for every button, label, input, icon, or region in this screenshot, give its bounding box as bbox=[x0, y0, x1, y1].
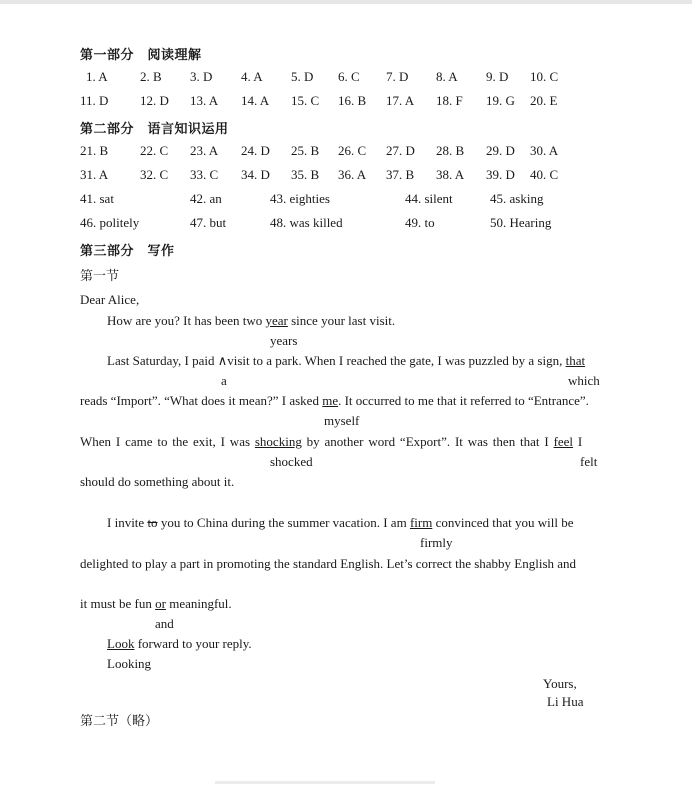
part1-title: 第一部分 阅读理解 bbox=[80, 47, 202, 62]
answer-cell: 18. F bbox=[436, 93, 463, 108]
fill-answer-cell: 43. eighties bbox=[270, 191, 330, 206]
answer-cell: 27. D bbox=[386, 143, 415, 158]
answer-cell: 10. C bbox=[530, 69, 559, 84]
answer-cell: 14. A bbox=[241, 93, 270, 108]
answer-cell: 1. A bbox=[86, 69, 108, 84]
answer-cell: 12. D bbox=[140, 93, 169, 108]
answer-row bbox=[0, 69, 692, 87]
answer-cell: 23. A bbox=[190, 143, 219, 158]
error-word: year bbox=[265, 313, 288, 328]
answer-cell: 8. A bbox=[436, 69, 458, 84]
fill-row bbox=[0, 191, 692, 209]
answer-cell: 3. D bbox=[190, 69, 213, 84]
answer-cell: 40. C bbox=[530, 167, 559, 182]
answer-cell: 13. A bbox=[190, 93, 219, 108]
letter-line: I invite to you to China during the summer vacation. I am firm convinced that you will be bbox=[107, 515, 574, 530]
answer-cell: 24. D bbox=[241, 143, 270, 158]
error-word: shocking bbox=[254, 434, 302, 449]
fill-answer-cell: 47. but bbox=[190, 215, 227, 230]
answer-cell: 26. C bbox=[338, 143, 367, 158]
letter-line: How are you? It has been two year since your last visit. bbox=[107, 313, 396, 328]
answer-cell: 32. C bbox=[140, 167, 169, 182]
correction: firmly bbox=[420, 535, 453, 550]
answer-cell: 28. B bbox=[436, 143, 465, 158]
answer-cell: 25. B bbox=[291, 143, 320, 158]
fill-answer-cell: 48. was killed bbox=[270, 215, 343, 230]
answer-cell: 29. D bbox=[486, 143, 515, 158]
answer-cell: 19. G bbox=[486, 93, 515, 108]
letter-line: When I came to the exit, I was shocking by another word “Export”. It was then that I feel I bbox=[80, 434, 583, 449]
letter-line: Look forward to your reply. bbox=[107, 636, 252, 651]
answer-cell: 38. A bbox=[436, 167, 465, 182]
fill-answer-cell: 44. silent bbox=[405, 191, 453, 206]
section2-title: 第二节（略） bbox=[80, 713, 159, 728]
letter-line: should do something about it. bbox=[80, 474, 235, 489]
answer-cell: 2. B bbox=[140, 69, 162, 84]
part2-title: 第二部分 语言知识运用 bbox=[80, 121, 229, 136]
letter-line: Last Saturday, I paid ∧visit to a park. When I reached the gate, I was puzzled by a sign, that bbox=[107, 353, 586, 368]
answer-cell: 7. D bbox=[386, 69, 409, 84]
letter-signature: Li Hua bbox=[547, 694, 584, 709]
top-rule bbox=[0, 0, 692, 4]
letter-line: delighted to play a part in promoting the standard English. Let’s correct the shabby English and bbox=[80, 556, 577, 571]
part3-title: 第三部分 写作 bbox=[80, 243, 175, 258]
correction: shocked bbox=[270, 454, 313, 469]
correction: which bbox=[568, 373, 600, 388]
bottom-rule bbox=[215, 781, 435, 784]
answer-cell: 22. C bbox=[140, 143, 169, 158]
answer-cell: 15. C bbox=[291, 93, 320, 108]
answer-cell: 16. B bbox=[338, 93, 367, 108]
answer-cell: 21. B bbox=[80, 143, 109, 158]
correction: Looking bbox=[107, 656, 152, 671]
answer-cell: 37. B bbox=[386, 167, 415, 182]
section1-title: 第一节 bbox=[80, 268, 120, 283]
fill-answer-cell: 50. Hearing bbox=[490, 215, 552, 230]
insert-caret-icon: ∧ bbox=[217, 353, 228, 368]
answer-cell: 6. C bbox=[338, 69, 360, 84]
answer-cell: 39. D bbox=[486, 167, 515, 182]
answer-row bbox=[0, 167, 692, 185]
error-word: me bbox=[322, 393, 339, 408]
error-word: or bbox=[155, 596, 166, 611]
error-word: Look bbox=[107, 636, 135, 651]
fill-row bbox=[0, 215, 692, 233]
fill-answer-cell: 49. to bbox=[405, 215, 435, 230]
error-word: firm bbox=[409, 515, 433, 530]
answer-cell: 11. D bbox=[80, 93, 109, 108]
letter-closing: Yours, bbox=[543, 676, 577, 691]
fill-answer-cell: 46. politely bbox=[80, 215, 140, 230]
answer-cell: 17. A bbox=[386, 93, 415, 108]
fill-answer-cell: 42. an bbox=[190, 191, 222, 206]
answer-row bbox=[0, 143, 692, 161]
deleted-word: to bbox=[147, 515, 158, 530]
correction: a bbox=[221, 373, 227, 388]
answer-cell: 5. D bbox=[291, 69, 314, 84]
answer-cell: 31. A bbox=[80, 167, 109, 182]
answer-cell: 34. D bbox=[241, 167, 270, 182]
answer-cell: 20. E bbox=[530, 93, 558, 108]
answer-cell: 33. C bbox=[190, 167, 219, 182]
letter-line: it must be fun or meaningful. bbox=[80, 596, 232, 611]
answer-cell: 35. B bbox=[291, 167, 320, 182]
answer-cell: 4. A bbox=[241, 69, 263, 84]
letter-line: reads “Import”. “What does it mean?” I asked me. It occurred to me that it referred to “Entrance”. bbox=[80, 393, 589, 408]
answer-cell: 9. D bbox=[486, 69, 509, 84]
error-word: feel bbox=[553, 434, 574, 449]
correction: myself bbox=[324, 413, 360, 428]
error-word: that bbox=[565, 353, 586, 368]
correction: and bbox=[155, 616, 174, 631]
correction: years bbox=[270, 333, 298, 348]
correction: felt bbox=[580, 454, 598, 469]
fill-answer-cell: 45. asking bbox=[490, 191, 544, 206]
answer-row bbox=[0, 93, 692, 111]
answer-cell: 36. A bbox=[338, 167, 367, 182]
answer-cell: 30. A bbox=[530, 143, 559, 158]
letter-greeting: Dear Alice, bbox=[80, 292, 140, 307]
fill-answer-cell: 41. sat bbox=[80, 191, 114, 206]
